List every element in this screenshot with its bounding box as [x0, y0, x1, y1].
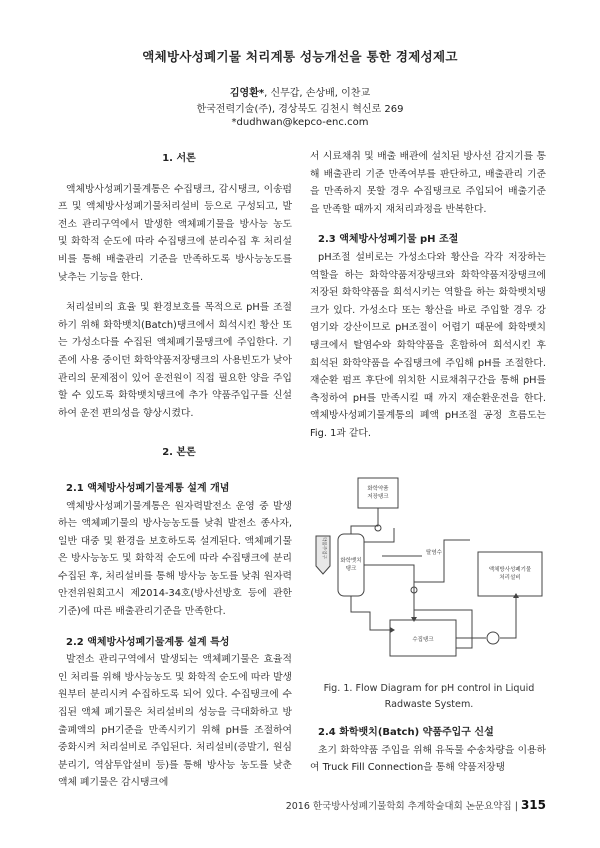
storage-tank-label-2: 저장탱크: [367, 494, 389, 500]
subsection-heading-2-1: 2.1 액체방사성폐기물계통 설계 개념: [66, 482, 230, 494]
treatment-facility-box: [478, 552, 542, 596]
collection-tank-label: 수집탱크: [412, 637, 434, 643]
section-heading-body: 2. 본론: [162, 447, 196, 459]
recirculation-pump: [487, 632, 499, 644]
intro-paragraph-1: 액체방사성폐기물계통은 수집탱크, 감시탱크, 이송펌프 및 액체방사성폐기물처리설비 등으로 구성되고, 발전소 관리구역에서 발생한 액체폐기물을 방사능 농도 및 화학적 순도에 따라 수집탱크에 분리수집 후 처리설비를 통해 배출관리 기준을 만족하도록 방사능농도를 낮추는 기능을 한다.: [58, 183, 292, 283]
page-number: 315: [520, 798, 546, 812]
subsection-heading-2-3: 2.3 액체방사성폐기물 pH 조절: [318, 234, 459, 246]
inlet-label: 약품주입구: [321, 536, 326, 560]
batch-tank-box: [338, 534, 364, 596]
subsection-heading-2-2: 2.2 액체방사성폐기물계통 설계 특성: [66, 636, 230, 648]
demin-water-label: 탈염수: [426, 550, 442, 556]
left-column: [58, 150, 292, 792]
subsection-2-3-paragraph: pH조절 설비로는 가성소다와 황산을 각각 저장하는 역할을 하는 화학약품저장탱크와 화학약품저장탱크에 저장된 화학약품을 희석시키는 역할을 하는 화학뱃치탱크가 있다. 가성소다 또는 황산을 바로 주입할 경우 강염기와 강산이므로 pH조절이 어렵기 때문에 화학뱃치탱크에서 탈염수와 화학약품을 혼합하여 희석시킨 후 희석된 화학약품을 수집탱크에 주입해 pH를 조절한다. 재순환 펌프 후단에 위치한 시료채취구간을 통해 pH를 측정하여 pH를 만족시킬 때 까지 재순환운전을 한다. 액체방사성폐기물계통의 폐액 pH조절 공정 흐름도는 Fig. 1과 같다.: [310, 251, 546, 439]
author-mark: *: [258, 88, 265, 99]
co-authors: , 신무갑, 손상배, 이찬교: [264, 88, 371, 99]
subsection-heading-2-4: 2.4 화학뱃치(Batch) 약품주입구 신설: [318, 727, 494, 738]
intro-paragraph-2: 처리설비의 효율 및 환경보호를 목적으로 pH를 조절하기 위해 화학뱃치(Batch)탱크에서 희석시킨 황산 또는 가성소다를 수집된 액체폐기물탱크에 주입한다. 기존에 사용 중이던 화학약품저장탱크의 사용빈도가 낮아 관리의 문제점이 있어 운전원이 직접 필요한 양을 주입할 수 있도록 화학뱃치탱크에 추가 약품주입구를 신설하여 운전 편의성을 향상시켰다.: [58, 302, 292, 419]
author-email: *dudhwan@kepco-enc.com: [231, 117, 369, 128]
paper-title: 액체방사성폐기물 처리계통 성능개선을 통한 경제성제고: [142, 49, 458, 64]
right-column: [310, 148, 546, 443]
footer-separator: |: [514, 801, 518, 812]
storage-tank-box: [358, 478, 398, 508]
ph-control-flow-diagram: [310, 470, 546, 670]
affiliation: 한국전력기술(주), 경상북도 김천시 혁신로 269: [196, 104, 404, 115]
subsection-2-2-continued: 서 시료채취 및 배출 배관에 설치된 방사선 감지기를 통해 배출관리 기준 만족여부를 판단하고, 배출관리 기준을 만족하지 못할 경우 수집탱크로 주입되어 배출기준을 만족할 때까지 재처리과정을 반복한다.: [310, 151, 546, 215]
batch-tank-label-2: 탱크: [345, 566, 357, 572]
figure-caption: Fig. 1. Flow Diagram for pH control in Liquid Radwaste System.: [323, 683, 535, 710]
treatment-facility-label-2: 처리설비: [499, 575, 521, 581]
right-column-lower: [310, 724, 546, 777]
batch-tank-label-1: 화학뱃치: [340, 558, 362, 564]
treatment-facility-label-1: 액체방사성폐기물: [488, 567, 532, 573]
subsection-2-4-paragraph: 초기 화학약품 주입을 위해 유독물 수송차량을 이용하여 Truck Fill Connection을 통해 약품저장탱: [310, 744, 546, 774]
subsection-2-1-paragraph: 액체방사성폐기물계통은 원자력발전소 운영 중 발생하는 액체폐기물의 방사능농도를 낮춰 발전소 종사자, 일반 대중 및 환경을 보호하도록 설계된다. 액체폐기물은 방사능농도 및 화학적 순도에 따라 수집탱크에 분리 수집된 후, 처리설비를 통해 방사능 농도를 낮춰 원자력안전위원회고시 제2014-34호(방사선방호 등에 관한 기준)에 따른 배출관리기준을 만족한다.: [58, 500, 292, 618]
corresponding-author: 김영환: [229, 88, 259, 99]
subsection-2-2-paragraph: 발전소 관리구역에서 발생되는 액체폐기물은 효율적인 처리를 위해 방사능농도 및 화학적 순도에 따라 발생원부터 분리시켜 수집하도록 되어 있다. 수집탱크에 수집된 액체 폐기물은 처리설비의 성능을 극대화하고 방출폐액의 pH기준을 만족시키기 위해 pH를 조절하여 중화시켜 처리설비로 주입된다. 처리설비(증발기, 원심분리기, 역삼투압설비 등)를 통해 방사능 농도를 낮춘 액체 폐기물은 감시탱크에: [58, 654, 292, 789]
storage-tank-label-1: 화학약품: [367, 486, 389, 492]
page-footer: [286, 798, 546, 812]
footer-proceedings: 2016 한국방사성폐기물학회 추계학술대회 논문요약집: [285, 801, 512, 812]
author-line: [0, 84, 600, 99]
section-heading-intro: 1. 서론: [162, 153, 196, 164]
